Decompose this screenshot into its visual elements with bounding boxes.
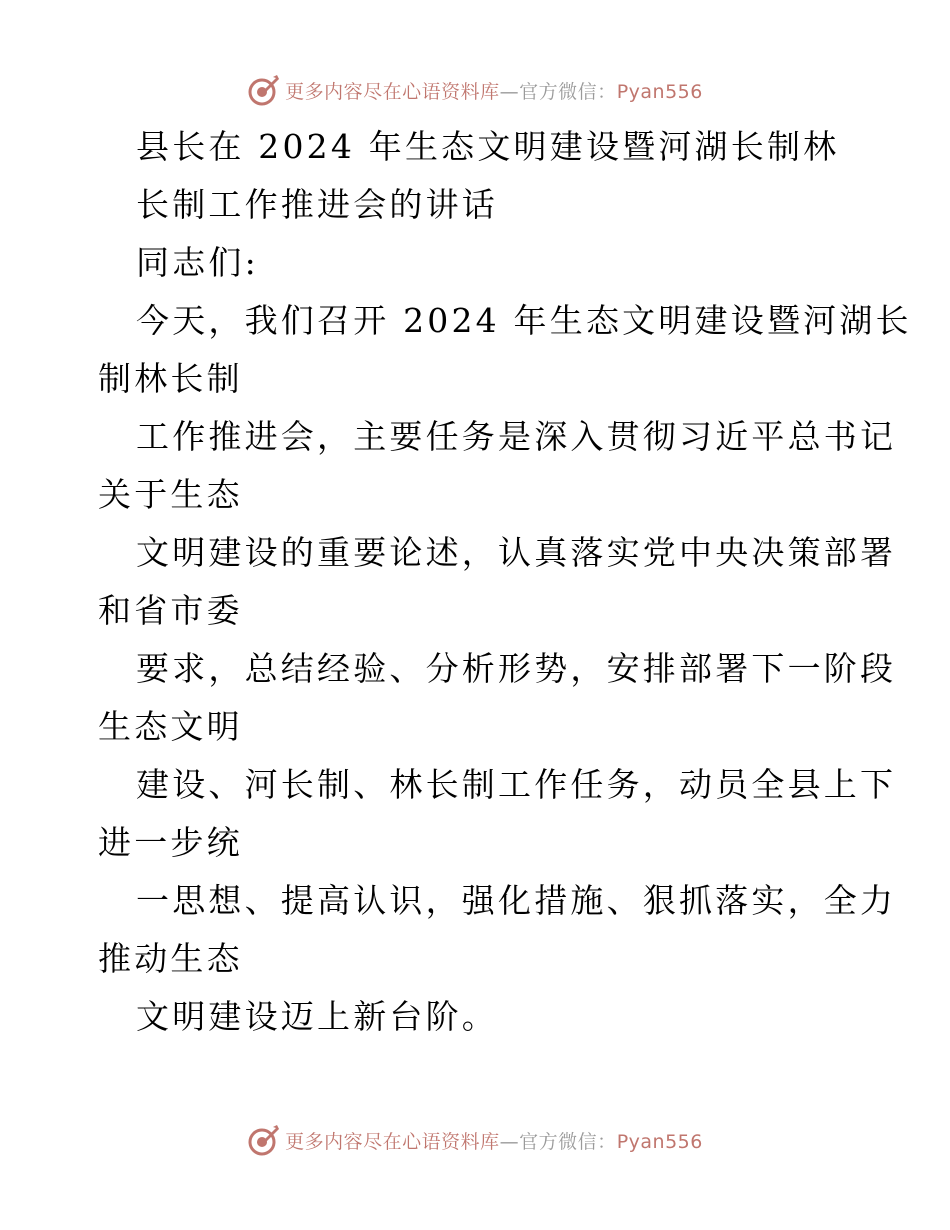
body-line: 推动生态 xyxy=(98,939,243,978)
watermark-wechat-label: 官方微信： xyxy=(519,1130,617,1153)
watermark-text xyxy=(285,77,703,104)
body-line: 关于生态 xyxy=(98,475,243,514)
watermark-separator: — xyxy=(499,1130,520,1153)
body-line: 进一步统 xyxy=(98,823,243,862)
body-line: 文明建设迈上新台阶。 xyxy=(136,997,498,1036)
header-watermark xyxy=(0,70,950,110)
watermark-main-text: 更多内容尽在心语资料库 xyxy=(285,80,500,103)
greeting: 同志们: xyxy=(136,243,259,282)
document-title-line-1: 县长在 2024 年生态文明建设暨河湖长制林 xyxy=(136,127,840,166)
body-line: 建设、河长制、林长制工作任务，动员全县上下 xyxy=(136,765,897,804)
body-line: 工作推进会，主要任务是深入贯彻习近平总书记 xyxy=(136,417,897,456)
watermark-text xyxy=(285,1127,703,1154)
footer-watermark xyxy=(0,1120,950,1160)
pen-logo-icon xyxy=(247,73,281,107)
watermark-wechat-id: Pyan556 xyxy=(616,80,703,103)
body-line: 一思想、提高认识，强化措施、狠抓落实，全力 xyxy=(136,881,897,920)
document-title-line-2: 长制工作推进会的讲话 xyxy=(136,185,498,224)
body-line: 今天，我们召开 2024 年生态文明建设暨河湖长 xyxy=(136,301,912,340)
watermark-separator: — xyxy=(499,80,520,103)
body-line: 生态文明 xyxy=(98,707,243,746)
watermark-wechat-label: 官方微信： xyxy=(519,80,617,103)
watermark-wechat-id: Pyan556 xyxy=(616,1130,703,1153)
body-line: 要求，总结经验、分析形势，安排部署下一阶段 xyxy=(136,649,897,688)
body-line: 制林长制 xyxy=(98,359,243,398)
body-line: 和省市委 xyxy=(98,591,243,630)
pen-logo-icon xyxy=(247,1123,281,1157)
document-body xyxy=(98,118,912,1046)
body-line: 文明建设的重要论述，认真落实党中央决策部署 xyxy=(136,533,897,572)
watermark-main-text: 更多内容尽在心语资料库 xyxy=(285,1130,500,1153)
